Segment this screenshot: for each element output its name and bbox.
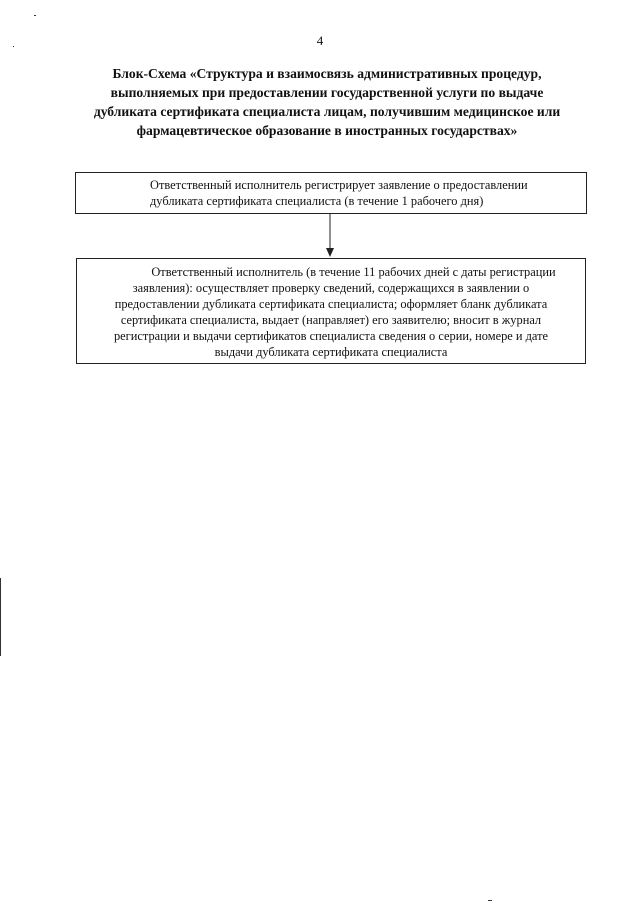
flowchart-step-registration bbox=[75, 172, 587, 214]
step-text-line: Ответственный исполнитель (в течение 11 рабочих дней с даты регистрации bbox=[151, 265, 556, 279]
scan-edge-mark bbox=[0, 578, 1, 656]
title-line: Блок-Схема «Структура и взаимосвязь административных процедур, bbox=[112, 66, 542, 81]
step-text-line: сертификата специалиста, выдает (направляет) его заявителю; вносит в журнал bbox=[120, 313, 542, 327]
title-line: фармацевтическое образование в иностранных государствах» bbox=[136, 123, 518, 138]
diagram-title bbox=[62, 64, 592, 140]
step-text-line: регистрации и выдачи сертификатов специалиста сведения о серии, номере и дате bbox=[113, 329, 549, 343]
step-text-line: дубликата сертификата специалиста (в течение 1 рабочего дня) bbox=[150, 194, 484, 208]
scan-speck bbox=[13, 46, 14, 47]
title-line: выполняемых при предоставлении государственной услуги по выдаче bbox=[110, 85, 544, 100]
flowchart-step-processing bbox=[76, 258, 586, 364]
flow-arrow bbox=[324, 214, 336, 258]
scan-speck bbox=[34, 15, 36, 16]
step-text-line: предоставлении дубликата сертификата специалиста; оформляет бланк дубликата bbox=[114, 297, 548, 311]
step-text-line: выдачи дубликата сертификата специалиста bbox=[214, 345, 448, 359]
title-line: дубликата сертификата специалиста лицам, получившим медицинское или bbox=[93, 104, 561, 119]
scan-speck bbox=[488, 900, 492, 901]
step-text-line: заявления): осуществляет проверку сведений, содержащихся в заявлении о bbox=[132, 281, 530, 295]
step-text-line: Ответственный исполнитель регистрирует заявление о предоставлении bbox=[150, 178, 528, 192]
page-number: 4 bbox=[316, 33, 324, 48]
